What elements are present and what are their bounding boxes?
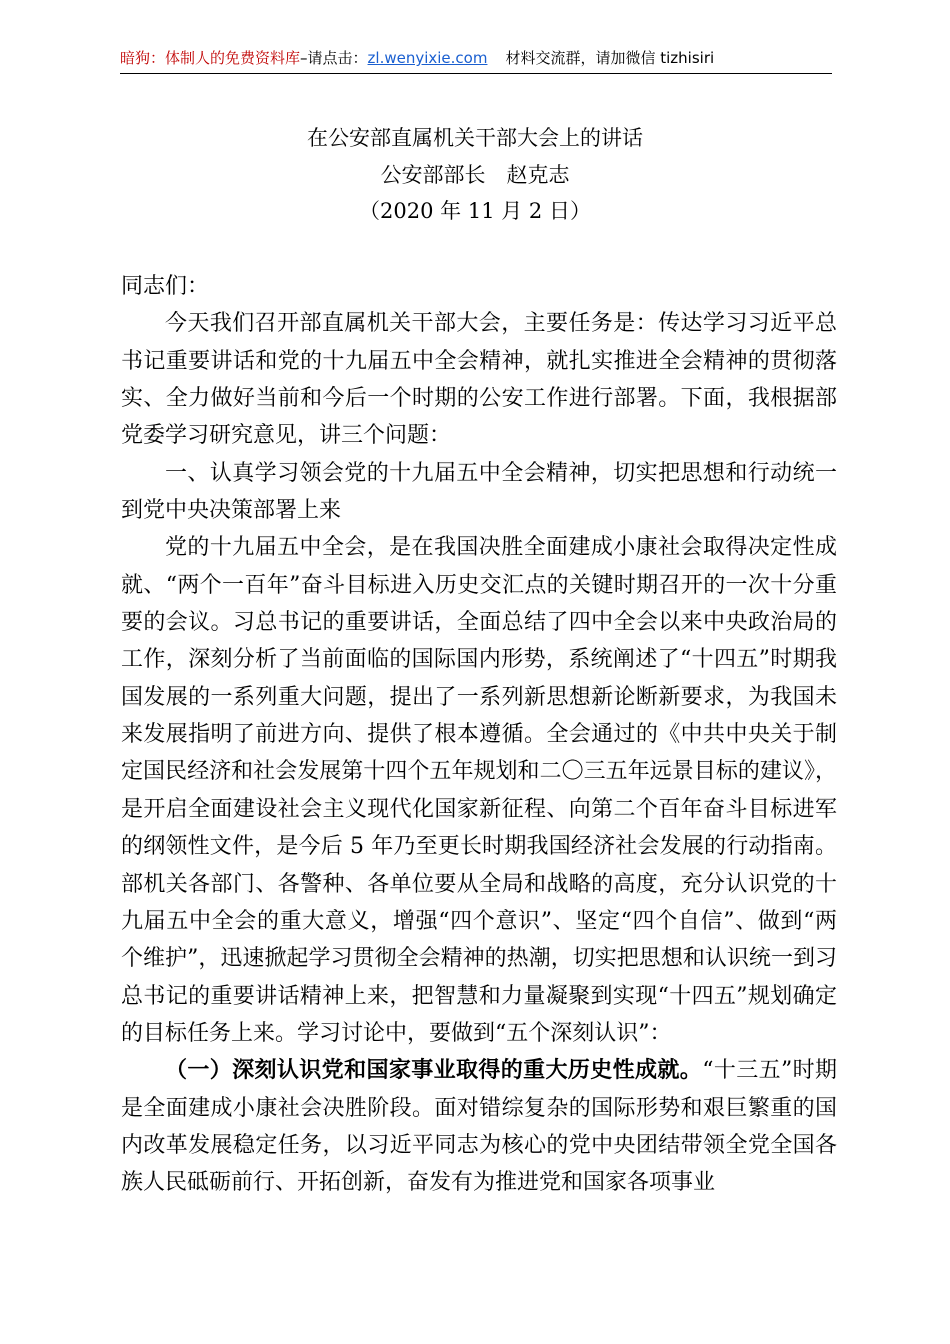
header-brand: 暗狗：体制人的免费资料库 [120, 49, 301, 67]
document-author: 公安部部长 赵克志 [380, 163, 570, 187]
page-header [120, 45, 832, 74]
subsection-1 [121, 1052, 837, 1201]
document-date: （2020 年 11 月 2 日） [359, 199, 591, 223]
section-heading-1: 一、认真学习领会党的十九届五中全会精神，切实把思想和行动统一到党中央决策部署上来 [121, 460, 837, 524]
paragraph-plenum: 党的十九届五中全会，是在我国决胜全面建成小康社会取得决定性成就、“两个一百年”奋斗目标进入历史交汇点的关键时期召开的一次十分重要的会议。习总书记的重要讲话，全面总结了四中全会以来中央政治局的工作，深刻分析了当前面临的国际国内形势，系统阐述了“十四五”时期我国发展的一系列重大问题，提出了一系列新思想新论断新要求，为我国未来发展指明了前进方向、提供了根本遵循。全会通过的《中共中央关于制定国民经济和社会发展第十四个五年规划和二〇三五年远景目标的建议》，是开启全面建设社会主义现代化国家新征程、向第二个百年奋斗目标进军的纲领性文件，是今后 5 年乃至更长时期我国经济社会发展的行动指南。部机关各部门、各警种、各单位要从全局和战略的高度，充分认识党的十九届五中全会的重大意义，增强“四个意识”、坚定“四个自信”、做到“两个维护”，迅速掀起学习贯彻全会精神的热潮，切实把思想和认识统一到习总书记的重要讲话精神上来，把智慧和力量凝聚到实现“十四五”规划确定的目标任务上来。学习讨论中，要做到“五个深刻认识”： [121, 535, 837, 1046]
header-contact: 材料交流群，请加微信 tizhisiri [505, 49, 715, 67]
paragraph-intro: 今天我们召开部直属机关干部大会，主要任务是：传达学习习近平总书记重要讲话和党的十九届五中全会精神，就扎实推进全会精神的贯彻落实、全力做好当前和今后一个时期的公安工作进行部署。下面，我根据部党委学习研究意见，讲三个问题： [121, 311, 837, 449]
subsection-heading: （一）深刻认识党和国家事业取得的重大历史性成就。 [165, 1057, 703, 1084]
salutation: 同志们： [121, 274, 210, 299]
document-title: 在公安部直属机关干部大会上的讲话 [307, 126, 643, 150]
document-body [121, 268, 837, 1202]
header-link[interactable]: zl.wenyixie.com [367, 49, 488, 67]
header-prompt: –请点击： [300, 49, 368, 67]
subsection-text: “十三五”时期是全面建成小康社会决胜阶段。面对错综复杂的国际形势和艰巨繁重的国内改革发展稳定任务，以习近平同志为核心的党中央团结带领全党全国各族人民砥砺前行、开拓创新，奋发有为推进党和国家各项事业 [121, 1058, 837, 1196]
